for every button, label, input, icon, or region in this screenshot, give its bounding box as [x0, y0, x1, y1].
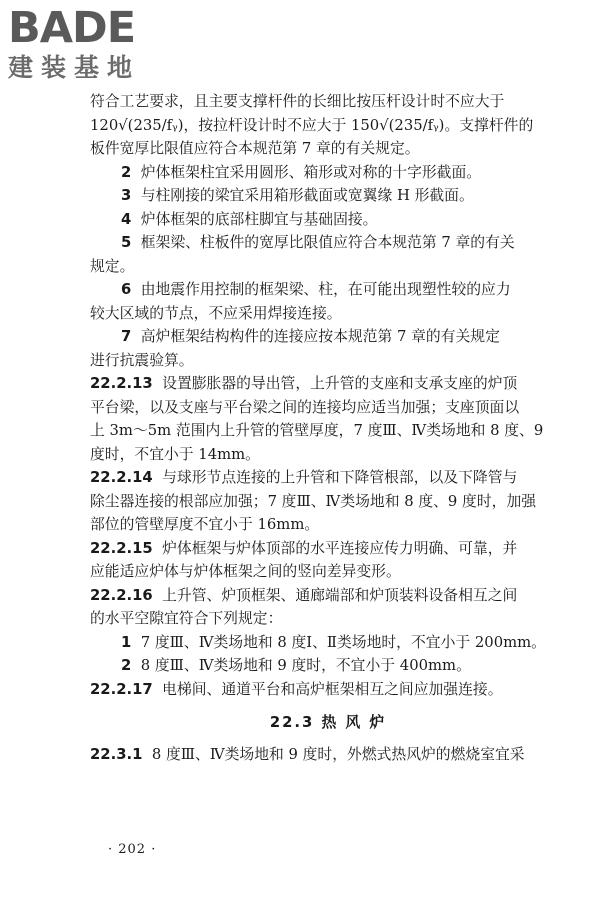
line-text: 上升管、炉顶框架、通廊端部和炉顶装料设备相互之间 [162, 586, 518, 604]
text-line [90, 114, 566, 138]
line-text: 进行抗震验算。 [90, 351, 194, 369]
line-text: 平台梁，以及支座与平台梁之间的连接均应适当加强；支座顶面以 [90, 398, 520, 416]
line-text: 较大区域的节点，不应采用焊接连接。 [90, 304, 342, 322]
text-line [90, 584, 566, 608]
line-text: 部位的管壁厚度不宜小于 16mm。 [90, 516, 320, 533]
text-line [90, 654, 566, 678]
clause-number: 22.2.17 [90, 680, 153, 698]
line-text: 框架梁、柱板件的宽厚比限值应符合本规范第 7 章的有关 [140, 234, 515, 251]
line-text: 与球形节点连接的上升管和下降管根部，以及下降管与 [162, 469, 518, 486]
text-line [90, 443, 566, 467]
line-text: 120√(235/fᵧ)，按拉杆设计时不应大于 150√(235/fᵧ)。支撑杆件的 [90, 116, 534, 134]
text-line [90, 466, 566, 490]
bade-logo [8, 5, 178, 89]
line-text: 板件宽厚比限值应符合本规范第 7 章的有关规定。 [90, 140, 420, 157]
text-line [90, 560, 566, 584]
line-text: 上 3m～5m 范围内上升管的管壁厚度，7 度Ⅲ、Ⅳ类场地和 8 度、9 [90, 422, 544, 439]
text-line [90, 396, 566, 420]
text-line [90, 255, 566, 279]
line-text: 设置膨胀器的导出管，上升管的支座和支承支座的炉顶 [162, 375, 518, 392]
line-text: 由地震作用控制的框架梁、柱，在可能出现塑性较的应力 [140, 281, 511, 298]
item-number: 1 [121, 633, 132, 651]
text-line [90, 208, 566, 232]
line-text: 规定。 [90, 257, 135, 275]
clause-number: 22.2.15 [90, 539, 153, 557]
text-line [90, 607, 566, 631]
text-line [90, 513, 566, 537]
text-line [90, 490, 566, 514]
text-line [90, 743, 566, 767]
item-number: 2 [121, 657, 132, 674]
text-line [90, 302, 566, 326]
text-line [90, 184, 566, 208]
text-line [90, 161, 566, 185]
clause-number: 22.2.16 [90, 586, 153, 604]
clause-number: 22.3.1 [90, 745, 143, 763]
line-text: 度时，不宜小于 14mm。 [90, 445, 260, 463]
line-text: 高炉框架结构构件的连接应按本规范第 7 章的有关规定 [140, 328, 500, 345]
text-line [90, 349, 566, 373]
text-line [90, 372, 566, 396]
line-text: 的水平空隙宜符合下列规定： [90, 610, 283, 627]
line-text: 炉体框架的底部柱脚宜与基础固接。 [140, 210, 378, 228]
text-line [90, 278, 566, 302]
text-line [90, 231, 566, 255]
item-number: 2 [121, 163, 132, 181]
text-line [90, 537, 566, 561]
line-text: 8 度Ⅲ、Ⅳ类场地和 9 度时，不宜小于 400mm。 [140, 657, 471, 674]
document-body [90, 90, 566, 766]
logo-subtitle: 建装基地 [8, 53, 141, 82]
line-text: 电梯间、通道平台和高炉框架相互之间应加强连接。 [162, 680, 503, 698]
clause-number: 22.2.14 [90, 469, 153, 486]
item-number: 7 [121, 328, 132, 345]
text-line [90, 325, 566, 349]
line-text: 炉体框架柱宜采用圆形、箱形或对称的十字形截面。 [140, 163, 482, 181]
line-text: 符合工艺要求，且主要支撑杆件的长细比按压杆设计时不应大于 [90, 93, 505, 110]
item-number: 4 [121, 210, 132, 228]
text-line [90, 137, 566, 161]
text-line [90, 678, 566, 702]
text-line [90, 90, 566, 114]
logo-wordmark: BADE [8, 3, 136, 53]
line-text: 应能适应炉体与炉体框架之间的竖向差异变形。 [90, 563, 401, 580]
line-text: 与柱刚接的梁宜采用箱形截面或宽翼缘 H 形截面。 [140, 187, 474, 204]
section-title: 22.3 热 风 炉 [269, 714, 387, 731]
line-text: 8 度Ⅲ、Ⅳ类场地和 9 度时，外燃式热风炉的燃烧室宜采 [151, 745, 525, 763]
line-text: 7 度Ⅲ、Ⅳ类场地和 8 度Ⅰ、Ⅱ类场地时，不宜小于 200mm。 [140, 633, 546, 651]
line-text: 除尘器连接的根部应加强；7 度Ⅲ、Ⅳ类场地和 8 度、9 度时，加强 [90, 492, 537, 510]
item-number: 6 [121, 281, 132, 298]
page-number: · 202 · [108, 842, 157, 857]
item-number: 3 [121, 187, 132, 204]
line-text: 炉体框架与炉体顶部的水平连接应传力明确、可靠，并 [162, 539, 518, 557]
text-line [90, 419, 566, 443]
clause-number: 22.2.13 [90, 375, 153, 392]
item-number: 5 [121, 234, 132, 251]
text-lines [90, 90, 566, 701]
text-line [90, 631, 566, 655]
